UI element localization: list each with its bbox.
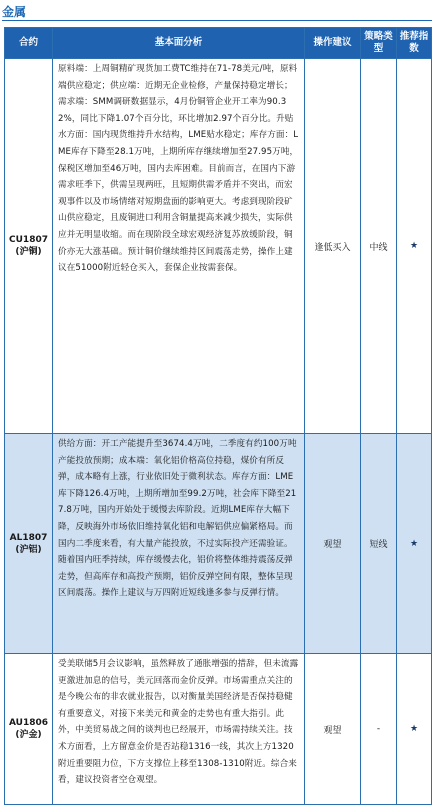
section-divider bbox=[2, 20, 432, 21]
header-strategy: 策略类型 bbox=[361, 28, 397, 59]
table-row bbox=[5, 654, 432, 805]
section-title: 金属 bbox=[2, 5, 27, 19]
metals-analysis-table bbox=[4, 27, 432, 805]
analysis-text: 受美联储5月会议影响，虽然释放了通胀增强的措辞，但未流露更激进加息的信号，美元回落而金价反弹。市场需重点关注的是今晚公布的非农就业报告，以对衡量美国经济是否保持稳健有重要意义，对接下来美元和黄金的走势也有重大指引。此外，中美贸易战之间的谈判也已经展开，市场需持续关注。技术方面看，上方留意金价是否站稳1316一线，其次上方1320附近重要阻力位，下方支撑位上移至1308-1310附近。综合来看，建议投资者空仓观望。 bbox=[53, 654, 305, 805]
contract-name: (沪铝) bbox=[15, 544, 42, 555]
rating-star-icon: ★ bbox=[397, 654, 432, 805]
strategy-cell: 短线 bbox=[361, 434, 397, 654]
table-row bbox=[5, 434, 432, 654]
contract-code: AL1807 bbox=[9, 532, 48, 543]
header-analysis: 基本面分析 bbox=[53, 28, 305, 59]
header-contract: 合约 bbox=[5, 28, 53, 59]
table-row bbox=[5, 59, 432, 434]
contract-cell bbox=[5, 59, 53, 434]
header-rating: 推荐指数 bbox=[397, 28, 432, 59]
contract-name: (沪金) bbox=[15, 730, 42, 740]
contract-code: CU1807 bbox=[9, 235, 48, 245]
advice-cell: 观望 bbox=[305, 434, 361, 654]
strategy-cell: 中线 bbox=[361, 59, 397, 434]
contract-code: AU1806 bbox=[8, 718, 49, 728]
rating-star-icon: ★ bbox=[397, 434, 432, 654]
rating-star-icon: ★ bbox=[397, 59, 432, 434]
analysis-text: 原料端：上周铜精矿现货加工费TC维持在71-78美元/吨，原料端供应稳定；供应端：近期无企业检修，产量保持稳定增长；需求端：SMM调研数据显示，4月份铜管企业开工率为90.32%，同比下降1.07个百分比，环比增加2.97个百分比。升贴水方面：国内现货维持升水结构，LME贴水稳定；库存方面：LME库存下降至28.1万吨，上期所库存继续增加至27.95万吨，保税区增加至46万吨，国内去库困难。目前而言，在国内下游需求旺季下，供需呈现两旺，且短期供需矛盾并不突出，而宏观事件以及市场情绪对短期盘面的影响更大。考虑到现阶段矿山供应稳定，且废铜进口利用含铜量提高来减少损失，实际供应并无明显收缩。而在现阶段全球宏观经济复苏放缓阶段，铜价亦无大涨基础。预计铜价继续维持区间震荡走势，操作上建议在51000附近轻仓买入，套保企业按需套保。 bbox=[53, 59, 305, 434]
contract-name: (沪铜) bbox=[15, 247, 42, 257]
analysis-text: 供给方面：开工产能提升至3674.4万吨，二季度有约100万吨产能投放预期；成本端：氧化铝价格高位持稳，煤价有所反弹，成本略有上涨，行业依旧处于微利状态。库存方面：LME库下降126.4万吨，上期所增加至99.2万吨，社会库下降至217.8万吨，国内开始处于缓慢去库阶段。近期LME库存大幅下降，反映海外市场依旧维持氧化铝和电解铝供应偏紧格局。而国内二季度来看，有大量产能投放，不过实际投产还需验证。随着国内旺季持续，库存缓慢去化，铝价将整体维持震荡反弹走势，但高库存和高投产预期，铝价反弹空间有限，整体呈现区间震荡。操作上建议与万四附近短线逢多参与反弹行情。 bbox=[53, 434, 305, 654]
strategy-cell: - bbox=[361, 654, 397, 805]
advice-cell: 观望 bbox=[305, 654, 361, 805]
header-advice: 操作建议 bbox=[305, 28, 361, 59]
contract-cell bbox=[5, 654, 53, 805]
contract-cell bbox=[5, 434, 53, 654]
advice-cell: 逢低买入 bbox=[305, 59, 361, 434]
table-header-row bbox=[5, 28, 432, 59]
